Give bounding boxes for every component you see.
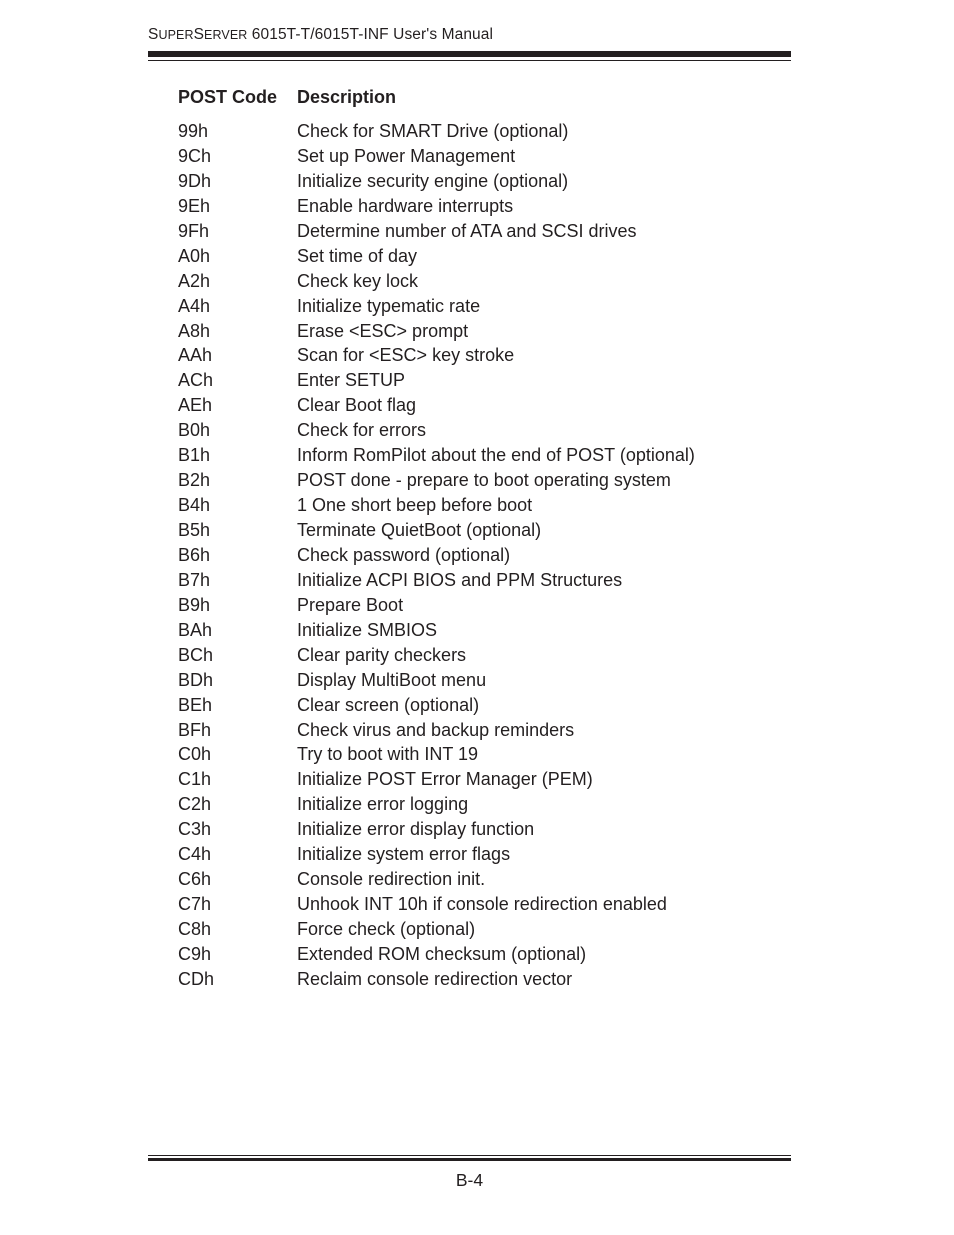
description-cell: Prepare Boot	[297, 594, 404, 615]
description-cell: Initialize error display function	[297, 819, 535, 840]
table-body	[178, 119, 758, 992]
post-code-cell: BDh	[178, 669, 214, 690]
table-row	[178, 867, 758, 892]
description-cell: Set time of day	[297, 245, 418, 266]
description-cell: Display MultiBoot menu	[297, 669, 487, 690]
description-cell: Scan for <ESC> key stroke	[297, 345, 515, 366]
post-code-cell: C0h	[178, 744, 212, 765]
footer-rule-thick	[148, 1158, 791, 1161]
post-code-cell: C6h	[178, 869, 212, 890]
post-code-cell: BFh	[178, 719, 212, 740]
table-row	[178, 967, 758, 992]
description-cell: Terminate QuietBoot (optional)	[297, 520, 542, 540]
page-number: B-4	[455, 1170, 484, 1190]
table-row	[178, 643, 758, 668]
header-manual-title: 6015T-T/6015T-INF User's Manual	[247, 26, 494, 43]
description-cell: Check for SMART Drive (optional)	[297, 121, 569, 141]
description-cell: Reclaim console redirection vector	[297, 968, 573, 989]
description-cell: Unhook INT 10h if console redirection enabled	[297, 894, 667, 915]
footer-rule-thin	[148, 1155, 791, 1156]
header-smallcaps-2: ERVER	[204, 28, 248, 42]
table-row	[178, 518, 758, 543]
column-header-description: Description	[297, 87, 397, 107]
post-code-cell: B4h	[178, 495, 211, 516]
table-row	[178, 368, 758, 393]
post-code-cell: CDh	[178, 968, 215, 989]
table-row	[178, 668, 758, 693]
post-code-cell: C1h	[178, 769, 212, 790]
description-cell: Enter SETUP	[297, 370, 406, 391]
table-row	[178, 393, 758, 418]
header-cap-s1: S	[148, 26, 159, 43]
table-row	[178, 842, 758, 867]
description-cell: Initialize POST Error Manager (PEM)	[297, 769, 593, 790]
table-row	[178, 892, 758, 917]
description-cell: Initialize typematic rate	[297, 295, 481, 316]
post-code-cell: A2h	[178, 270, 211, 291]
post-code-cell: B5h	[178, 520, 211, 540]
table-row	[178, 543, 758, 568]
post-code-cell: 9Eh	[178, 195, 211, 216]
description-cell: Check password (optional)	[297, 544, 511, 565]
post-code-cell: C9h	[178, 943, 212, 964]
description-cell: Enable hardware interrupts	[297, 195, 514, 216]
table-row	[178, 767, 758, 792]
description-cell: Check virus and backup reminders	[297, 719, 575, 740]
post-code-cell: B2h	[178, 470, 211, 491]
description-cell: Set up Power Management	[297, 145, 516, 166]
table-row	[178, 742, 758, 767]
post-code-cell: A4h	[178, 295, 211, 316]
table-row	[178, 942, 758, 967]
description-cell: Determine number of ATA and SCSI drives	[297, 220, 637, 241]
table-row	[178, 219, 758, 244]
post-code-cell: C2h	[178, 794, 212, 815]
table-row	[178, 319, 758, 344]
table-row	[178, 468, 758, 493]
description-cell: Initialize security engine (optional)	[297, 170, 569, 191]
description-cell: Inform RomPilot about the end of POST (optional)	[297, 445, 695, 466]
table-row	[178, 294, 758, 319]
table-header-row	[178, 85, 758, 109]
post-code-cell: AEh	[178, 395, 213, 416]
table-row	[178, 244, 758, 269]
post-code-cell: BAh	[178, 619, 213, 640]
table-row	[178, 169, 758, 194]
post-code-cell: A0h	[178, 245, 211, 266]
post-code-cell: B0h	[178, 420, 211, 441]
running-header	[148, 26, 493, 44]
description-cell: POST done - prepare to boot operating system	[297, 470, 671, 491]
post-code-cell: AAh	[178, 345, 213, 366]
post-code-cell: B7h	[178, 569, 211, 590]
table-row	[178, 593, 758, 618]
table-row	[178, 917, 758, 942]
table-row	[178, 618, 758, 643]
description-cell: Initialize ACPI BIOS and PPM Structures	[297, 569, 623, 590]
post-code-cell: 9Dh	[178, 170, 212, 191]
post-code-cell: C8h	[178, 919, 212, 939]
header-rule-thick	[148, 51, 791, 57]
description-cell: Extended ROM checksum (optional)	[297, 943, 587, 964]
description-cell: Initialize SMBIOS	[297, 619, 438, 640]
post-code-cell: BCh	[178, 644, 214, 665]
description-cell: Try to boot with INT 19	[297, 744, 479, 765]
description-cell: Initialize error logging	[297, 794, 469, 815]
description-cell: Initialize system error flags	[297, 844, 511, 865]
post-code-cell: 9Ch	[178, 145, 212, 166]
table-row	[178, 418, 758, 443]
post-code-cell: 9Fh	[178, 220, 210, 241]
post-code-cell: B9h	[178, 594, 211, 615]
description-cell: Clear screen (optional)	[297, 694, 480, 715]
header-cap-s2: S	[193, 26, 205, 43]
post-code-cell: BEh	[178, 694, 213, 715]
description-cell: Check for errors	[297, 420, 427, 441]
post-code-cell: C4h	[178, 844, 212, 865]
post-code-cell: A8h	[178, 320, 211, 341]
header-smallcaps-1: UPER	[158, 28, 194, 42]
post-code-cell: 99h	[178, 121, 209, 141]
post-code-table	[178, 85, 758, 992]
table-row	[178, 568, 758, 593]
description-cell: Console redirection init.	[297, 869, 486, 890]
description-cell: Erase <ESC> prompt	[297, 320, 469, 341]
header-rule-thin	[148, 60, 791, 61]
post-code-cell: B1h	[178, 445, 211, 466]
table-row	[178, 269, 758, 294]
table-row	[178, 194, 758, 219]
description-cell: Clear parity checkers	[297, 644, 467, 665]
table-row	[178, 119, 758, 144]
table-row	[178, 144, 758, 169]
post-code-cell: ACh	[178, 370, 214, 391]
column-header-post-code: POST Code	[178, 87, 278, 107]
post-code-cell: C3h	[178, 819, 212, 840]
description-cell: Check key lock	[297, 270, 419, 291]
table-row	[178, 792, 758, 817]
post-code-cell: C7h	[178, 894, 212, 915]
post-code-cell: B6h	[178, 544, 211, 565]
table-row	[178, 693, 758, 718]
description-cell: Force check (optional)	[297, 919, 476, 939]
description-cell: Clear Boot flag	[297, 395, 417, 416]
table-row	[178, 817, 758, 842]
table-row	[178, 443, 758, 468]
table-row	[178, 718, 758, 743]
table-row	[178, 343, 758, 368]
description-cell: 1 One short beep before boot	[297, 495, 533, 516]
table-row	[178, 493, 758, 518]
